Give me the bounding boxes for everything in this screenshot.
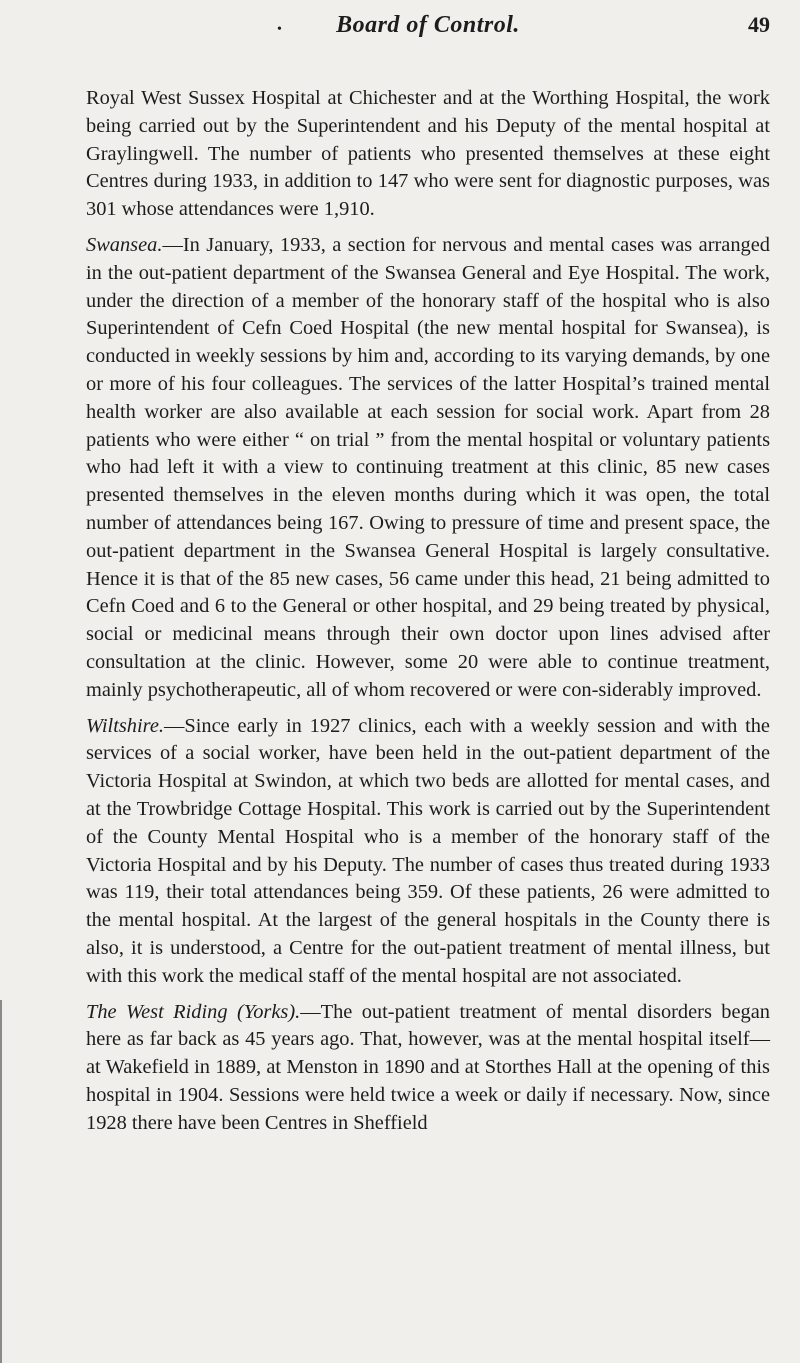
section-heading-wiltshire: Wiltshire. [86, 714, 164, 737]
paragraph-swansea [86, 232, 770, 705]
page-number: 49 [748, 12, 770, 37]
scan-edge-shadow [0, 1000, 2, 1363]
header-bullet: • [277, 22, 282, 37]
paragraph-wiltshire [86, 713, 770, 991]
section-heading-swansea: Swansea. [86, 233, 163, 256]
page-header [86, 12, 770, 52]
paragraph-text: —Since early in 1927 clinics, each with a weekly session and with the services of a social worker, have been held in the out-patient department of the Victoria Hospital at Swindon, at which two beds are allotted for mental cases, and at the Trowbridge Cottage Hospital. This work is carried out by the Superintendent of the County Mental Hospital who is a member of the honorary staff of the Victoria Hospital and by his Deputy. The number of cases thus treated during 1933 was 119, their total attendances being 359. Of these patients, 26 were admitted to the mental hospital. At the largest of the general hospitals in the County there is also, it is understood, a Centre for the out-patient treatment of mental illness, but with this work the medical staff of the mental hospital are not associated. [86, 714, 770, 987]
paragraph-text: Royal West Sussex Hospital at Chichester and at the Worthing Hospital, the work being carried out by the Superintendent and his Deputy of the mental hospital at Graylingwell. The number of patients who presented themselves at these eight Centres during 1933, in addition to 147 who were sent for diagnostic purposes, was 301 whose attendances were 1,910. [86, 87, 770, 221]
running-title: Board of Control. [336, 12, 520, 38]
paragraph-text: —In January, 1933, a section for nervous and mental cases was arranged in the out-patient department of the Swansea General and Eye Hospital. The work, under the direction of a member of the honorary staff of the hospital who is also Superintendent of Cefn Coed Hospital (the new mental hospital for Swansea), is conducted in weekly sessions by him and, according to its varying demands, by one or more of his four colleagues. The services of the latter Hospital’s trained mental health worker are also available at each session for social work. Apart from 28 patients who were either “ on trial ” from the mental hospital or voluntary patients who had left it with a view to continuing treatment at this clinic, 85 new cases presented themselves in the eleven months during which it was open, the total number of attendances being 167. Owing to pressure of time and present space, the out-patient department in the Swansea General Hospital is largely consultative. Hence it is that of the 85 new cases, 56 came under this head, 21 being admitted to Cefn Coed and 6 to the General or other hospital, and 29 being treated by physical, social or medicinal means through their own doctor upon lines advised after consultation at the clinic. However, some 20 were able to continue treatment, mainly psychotherapeutic, all of whom recovered or were con-siderably improved. [86, 233, 770, 701]
section-heading-west-riding: The West Riding (Yorks). [86, 1000, 301, 1023]
paragraph-west-riding [86, 999, 770, 1138]
paragraph-text: —The out-patient treatment of mental disorders began here as far back as 45 years ago. That, however, was at the mental hospital itself—at Wakefield in 1889, at Menston in 1890 and at Storthes Hall at the opening of this hospital in 1904. Sessions were held twice a week or daily if necessary. Now, since 1928 there have been Centres in Sheffield [86, 1000, 770, 1134]
paragraph-worthing [86, 85, 770, 224]
page-body [86, 85, 770, 1145]
